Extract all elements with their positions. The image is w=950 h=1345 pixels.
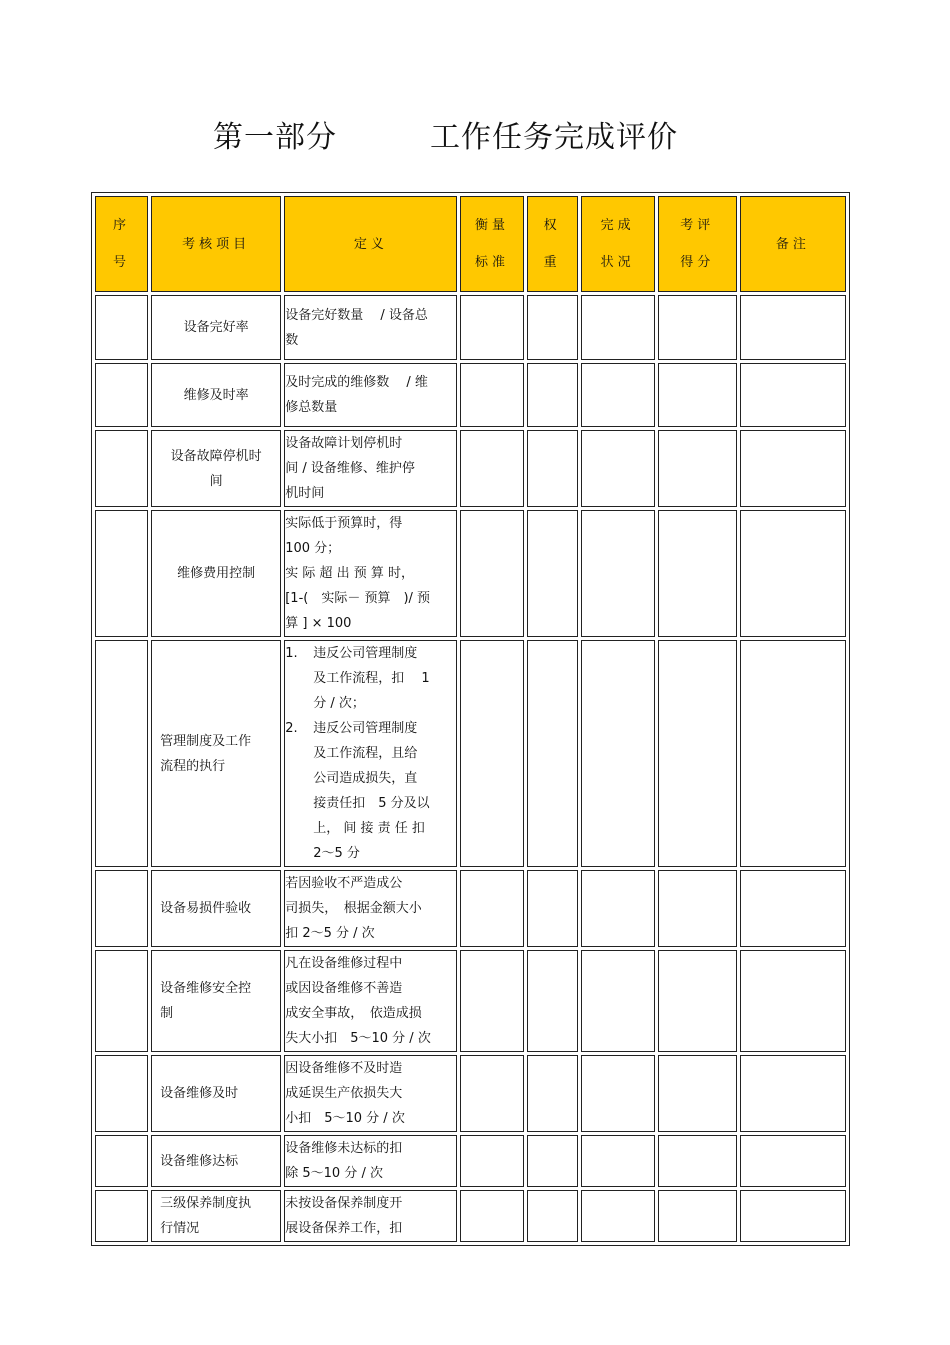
weight-cell xyxy=(527,430,578,507)
status-cell xyxy=(581,870,655,947)
status-cell xyxy=(581,950,655,1052)
standard-cell xyxy=(460,950,523,1052)
definition-cell: 实际低于预算时，得 100 分； 实 际 超 出 预 算 时， [1-( 实际－ 预算 )/ 预 算 ] × 100 xyxy=(284,510,457,637)
definition-cell: 及时完成的维修数 / 维 修总数量 xyxy=(284,363,457,427)
remark-cell xyxy=(740,1135,846,1187)
weight-cell xyxy=(527,640,578,867)
status-cell xyxy=(581,295,655,360)
evaluation-table xyxy=(91,192,850,1246)
seq-cell xyxy=(95,295,148,360)
weight-cell xyxy=(527,295,578,360)
status-cell xyxy=(581,1055,655,1132)
table-row xyxy=(95,1135,846,1187)
table-row xyxy=(95,510,846,637)
header-status: 完成 状况 xyxy=(581,196,655,292)
item-cell: 维修及时率 xyxy=(151,363,281,427)
table-row xyxy=(95,870,846,947)
item-cell: 设备完好率 xyxy=(151,295,281,360)
table-row xyxy=(95,640,846,867)
score-cell xyxy=(658,1135,737,1187)
status-cell xyxy=(581,1190,655,1242)
definition-cell xyxy=(284,640,457,867)
score-cell xyxy=(658,950,737,1052)
table-row xyxy=(95,1055,846,1132)
weight-cell xyxy=(527,510,578,637)
score-cell xyxy=(658,510,737,637)
standard-cell xyxy=(460,1135,523,1187)
standard-cell xyxy=(460,870,523,947)
remark-cell xyxy=(740,640,846,867)
header-score: 考评 得分 xyxy=(658,196,737,292)
remark-cell xyxy=(740,1190,846,1242)
remark-cell xyxy=(740,950,846,1052)
header-seq: 序 号 xyxy=(95,196,148,292)
score-cell xyxy=(658,430,737,507)
score-cell xyxy=(658,1055,737,1132)
standard-cell xyxy=(460,430,523,507)
definition-list-item: 2. 违反公司管理制度 及工作流程，且给 公司造成损失，直 接责任扣 5 分及以 上， 间 接 责 任 扣 2～5 分 xyxy=(285,721,430,861)
seq-cell xyxy=(95,1055,148,1132)
weight-cell xyxy=(527,1190,578,1242)
item-cell: 三级保养制度执 行情况 xyxy=(151,1190,281,1242)
definition-cell: 未按设备保养制度开 展设备保养工作，扣 xyxy=(284,1190,457,1242)
score-cell xyxy=(658,640,737,867)
standard-cell xyxy=(460,1190,523,1242)
weight-cell xyxy=(527,950,578,1052)
definition-cell: 设备维修未达标的扣 除 5～10 分 / 次 xyxy=(284,1135,457,1187)
header-row xyxy=(95,196,846,292)
definition-cell: 凡在设备维修过程中 或因设备维修不善造 成安全事故， 依造成损 失大小扣 5～10 分 / 次 xyxy=(284,950,457,1052)
title-part-name: 工作任务完成评价 xyxy=(430,120,678,155)
definition-cell: 若因验收不严造成公 司损失， 根据金额大小 扣 2～5 分 / 次 xyxy=(284,870,457,947)
seq-cell xyxy=(95,1190,148,1242)
status-cell xyxy=(581,640,655,867)
seq-cell xyxy=(95,950,148,1052)
seq-cell xyxy=(95,430,148,507)
standard-cell xyxy=(460,640,523,867)
table-row xyxy=(95,430,846,507)
seq-cell xyxy=(95,870,148,947)
header-remark: 备注 xyxy=(740,196,846,292)
remark-cell xyxy=(740,510,846,637)
weight-cell xyxy=(527,1055,578,1132)
item-cell: 设备维修及时 xyxy=(151,1055,281,1132)
item-cell: 维修费用控制 xyxy=(151,510,281,637)
header-standard: 衡量 标准 xyxy=(460,196,523,292)
table-row xyxy=(95,1190,846,1242)
definition-cell: 设备故障计划停机时 间 / 设备维修、维护停 机时间 xyxy=(284,430,457,507)
status-cell xyxy=(581,363,655,427)
weight-cell xyxy=(527,363,578,427)
seq-cell xyxy=(95,640,148,867)
remark-cell xyxy=(740,363,846,427)
weight-cell xyxy=(527,1135,578,1187)
table-row xyxy=(95,363,846,427)
seq-cell xyxy=(95,363,148,427)
status-cell xyxy=(581,510,655,637)
standard-cell xyxy=(460,295,523,360)
score-cell xyxy=(658,295,737,360)
standard-cell xyxy=(460,1055,523,1132)
weight-cell xyxy=(527,870,578,947)
header-item: 考核项目 xyxy=(151,196,281,292)
seq-cell xyxy=(95,510,148,637)
remark-cell xyxy=(740,870,846,947)
definition-list xyxy=(285,641,456,866)
item-cell: 设备维修安全控 制 xyxy=(151,950,281,1052)
score-cell xyxy=(658,363,737,427)
page-title xyxy=(0,112,900,162)
item-cell: 管理制度及工作 流程的执行 xyxy=(151,640,281,867)
item-cell: 设备维修达标 xyxy=(151,1135,281,1187)
score-cell xyxy=(658,1190,737,1242)
title-part-number: 第一部分 xyxy=(213,120,337,155)
header-weight: 权 重 xyxy=(527,196,578,292)
definition-cell: 因设备维修不及时造 成延误生产依损失大 小扣 5～10 分 / 次 xyxy=(284,1055,457,1132)
remark-cell xyxy=(740,1055,846,1132)
table-row xyxy=(95,950,846,1052)
header-definition: 定义 xyxy=(284,196,457,292)
standard-cell xyxy=(460,363,523,427)
table-row xyxy=(95,295,846,360)
item-cell: 设备故障停机时 间 xyxy=(151,430,281,507)
definition-list-item: 1. 违反公司管理制度 及工作流程，扣 1 分 / 次； xyxy=(285,646,430,711)
score-cell xyxy=(658,870,737,947)
standard-cell xyxy=(460,510,523,637)
seq-cell xyxy=(95,1135,148,1187)
item-cell: 设备易损件验收 xyxy=(151,870,281,947)
definition-cell: 设备完好数量 / 设备总 数 xyxy=(284,295,457,360)
status-cell xyxy=(581,1135,655,1187)
remark-cell xyxy=(740,295,846,360)
remark-cell xyxy=(740,430,846,507)
status-cell xyxy=(581,430,655,507)
